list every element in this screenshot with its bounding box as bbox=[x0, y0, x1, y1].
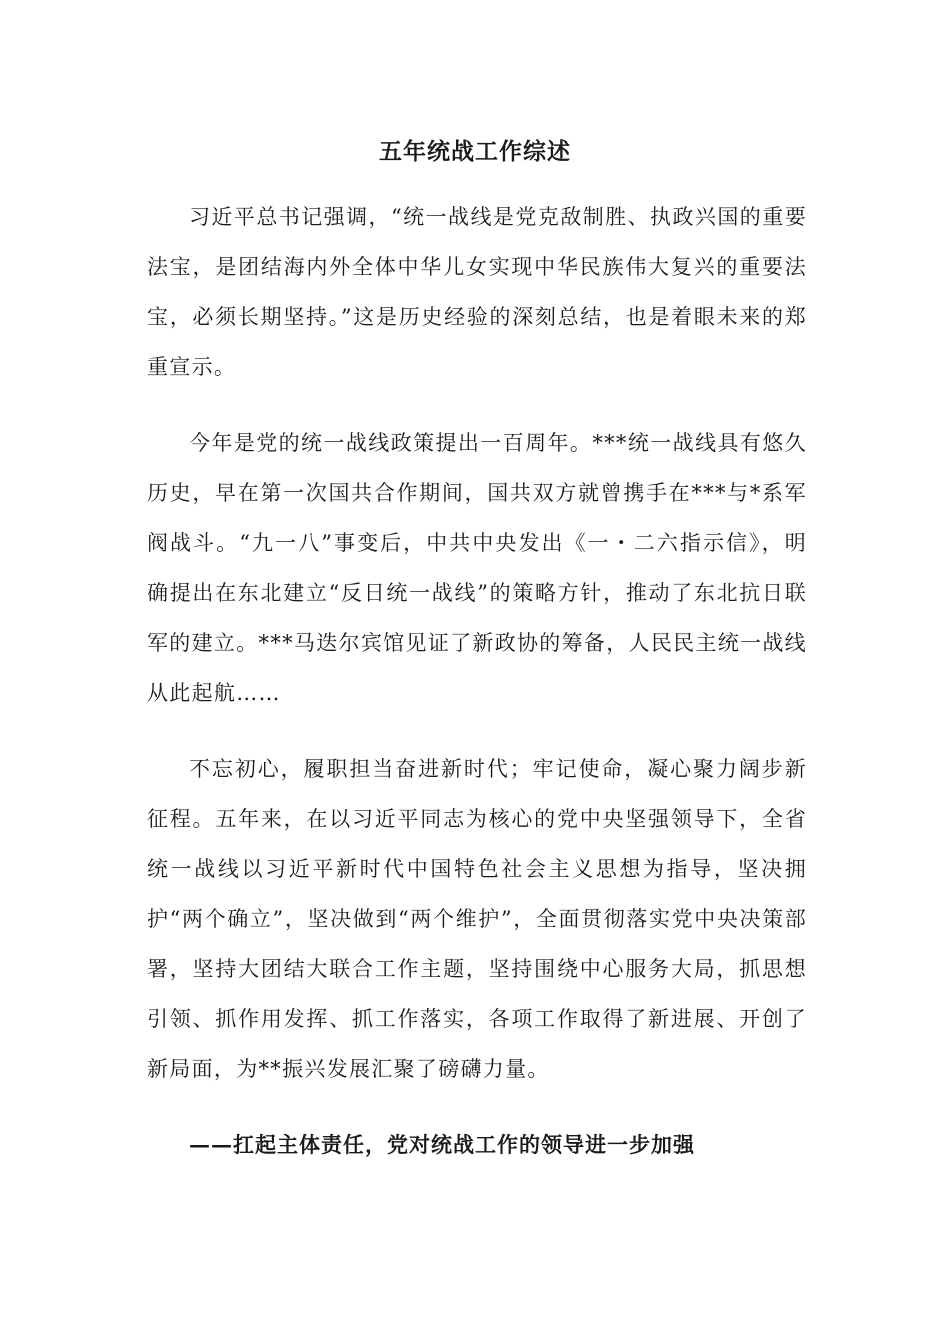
paragraph-2: 今年是党的统一战线政策提出一百周年。***统一战线具有悠久历史，早在第一次国共合作期间，国共双方就曾携手在***与*系军阀战斗。“九一八”事变后，中共中央发出《一・二六指示信》，明确提出在东北建立“反日统一战线”的策略方针，推动了东北抗日联军的建立。***马迭尔宾馆见证了新政协的筹备，人民民主统一战线从此起航…… bbox=[147, 431, 807, 705]
section-subheading: ——扛起主体责任，党对统战工作的领导进一步加强 bbox=[189, 1132, 695, 1157]
paragraph-1: 习近平总书记强调，“统一战线是党克敌制胜、执政兴国的重要法宝，是团结海内外全体中华儿女实现中华民族伟大复兴的重要法宝，必须长期坚持。”这是历史经验的深刻总结，也是着眼未来的郑重宣示。 bbox=[147, 205, 807, 379]
paragraph-3: 不忘初心，履职担当奋进新时代；牢记使命，凝心聚力阔步新征程。五年来，在以习近平同志为核心的党中央坚强领导下，全省统一战线以习近平新时代中国特色社会主义思想为指导，坚决拥护“两个确立”，坚决做到“两个维护”，全面贯彻落实党中央决策部署，坚持大团结大联合工作主题，坚持围绕中心服务大局，抓思想引领、抓作用发挥、抓工作落实，各项工作取得了新进展、开创了新局面，为**振兴发展汇聚了磅礴力量。 bbox=[147, 757, 807, 1081]
document-title: 五年统战工作综述 bbox=[379, 138, 571, 165]
document-body bbox=[147, 192, 807, 1170]
